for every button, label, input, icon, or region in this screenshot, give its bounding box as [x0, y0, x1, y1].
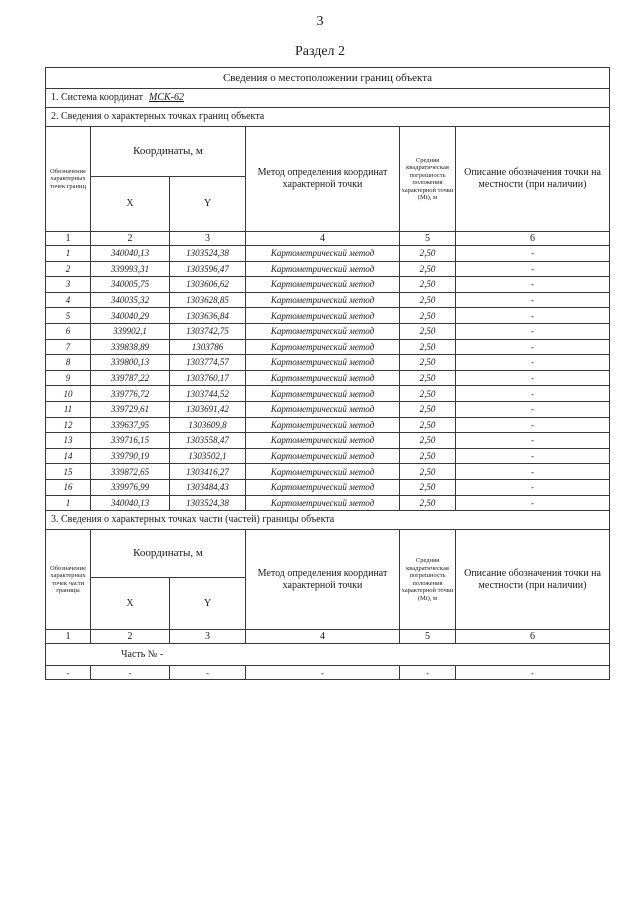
table-row [46, 479, 610, 495]
point-y-cell: 1303774,57 [170, 355, 246, 371]
point-accuracy-cell: 2,50 [400, 323, 456, 339]
column-number: 4 [246, 232, 400, 246]
point-x-cell: 339790,19 [91, 448, 170, 464]
point-y-cell: 1303744,52 [170, 386, 246, 402]
header-accuracy: Средняя квадратическая погрешность положения характерной точки (Mt), м [400, 127, 456, 232]
column-number: 6 [456, 232, 610, 246]
point-id-cell: 15 [46, 464, 91, 480]
point-y-cell: 1303524,38 [170, 246, 246, 262]
point-description-cell: - [456, 261, 610, 277]
point-description-cell: - [456, 246, 610, 262]
point-id-cell: 11 [46, 401, 91, 417]
point-description-cell: - [456, 370, 610, 386]
point-accuracy-cell: 2,50 [400, 246, 456, 262]
point-method-cell: Картометрический метод [246, 433, 400, 449]
table-row [46, 401, 610, 417]
point-x-cell: 339872,65 [91, 464, 170, 480]
table-row [46, 246, 610, 262]
table-row [46, 261, 610, 277]
point-x-cell: 340040,13 [91, 495, 170, 511]
point-description-cell: - [456, 386, 610, 402]
table-row [46, 448, 610, 464]
column-number: 3 [170, 232, 246, 246]
part-cell: - [246, 666, 400, 680]
point-id-cell: 6 [46, 323, 91, 339]
table-row [46, 292, 610, 308]
table-row [46, 370, 610, 386]
table-row [46, 417, 610, 433]
column-number: 3 [170, 630, 246, 644]
part-cell: - [456, 666, 610, 680]
point-accuracy-cell: 2,50 [400, 433, 456, 449]
page-number: 3 [316, 14, 324, 29]
point-description-cell: - [456, 448, 610, 464]
point-method-cell: Картометрический метод [246, 370, 400, 386]
header-description: Описание обозначения точки на местности (при наличии) [456, 127, 610, 232]
section-title: Раздел 2 [294, 44, 346, 59]
point-accuracy-cell: 2,50 [400, 308, 456, 324]
part-cell: - [400, 666, 456, 680]
column-number: 1 [46, 232, 91, 246]
point-y-cell: 1303606,62 [170, 277, 246, 293]
point-x-cell: 339993,31 [91, 261, 170, 277]
point-x-cell: 339776,72 [91, 386, 170, 402]
boundary-table [45, 67, 610, 680]
table-row [46, 433, 610, 449]
table-row [46, 323, 610, 339]
point-accuracy-cell: 2,50 [400, 401, 456, 417]
column-numbers-row-part [46, 630, 610, 644]
point-method-cell: Картометрический метод [246, 261, 400, 277]
point-y-cell: 1303628,85 [170, 292, 246, 308]
point-accuracy-cell: 2,50 [400, 386, 456, 402]
point-method-cell: Картометрический метод [246, 401, 400, 417]
column-number: 6 [456, 630, 610, 644]
header-accuracy-part: Средняя квадратическая погрешность положения характерной точки (Mt), м [400, 530, 456, 630]
point-id-cell: 2 [46, 261, 91, 277]
point-accuracy-cell: 2,50 [400, 448, 456, 464]
column-number: 4 [246, 630, 400, 644]
table-row [46, 339, 610, 355]
point-id-cell: 1 [46, 495, 91, 511]
part-cell: - [46, 666, 91, 680]
point-description-cell: - [456, 464, 610, 480]
point-id-cell: 7 [46, 339, 91, 355]
point-method-cell: Картометрический метод [246, 246, 400, 262]
point-accuracy-cell: 2,50 [400, 464, 456, 480]
point-x-cell: 339729,61 [91, 401, 170, 417]
part-label-row [46, 644, 610, 666]
point-x-cell: 339637,95 [91, 417, 170, 433]
column-number: 2 [91, 630, 170, 644]
point-y-cell: 1303596,47 [170, 261, 246, 277]
table-row [46, 277, 610, 293]
point-x-cell: 339787,22 [91, 370, 170, 386]
table-row [46, 495, 610, 511]
point-y-cell: 1303760,17 [170, 370, 246, 386]
point-y-cell: 1303786 [170, 339, 246, 355]
point-description-cell: - [456, 277, 610, 293]
point-id-cell: 12 [46, 417, 91, 433]
header-point-id-part: Обозначение характерных точек части границы [46, 530, 91, 630]
table-row [46, 464, 610, 480]
point-accuracy-cell: 2,50 [400, 261, 456, 277]
point-description-cell: - [456, 292, 610, 308]
header-y: Y [170, 177, 246, 232]
table-row [46, 355, 610, 371]
point-y-cell: 1303416,27 [170, 464, 246, 480]
point-x-cell: 339800,13 [91, 355, 170, 371]
header-description-part: Описание обозначения точки на местности (при наличии) [456, 530, 610, 630]
table-row [46, 308, 610, 324]
point-description-cell: - [456, 339, 610, 355]
point-x-cell: 339902,1 [91, 323, 170, 339]
point-x-cell: 340040,29 [91, 308, 170, 324]
point-method-cell: Картометрический метод [246, 479, 400, 495]
point-id-cell: 5 [46, 308, 91, 324]
point-description-cell: - [456, 401, 610, 417]
point-id-cell: 14 [46, 448, 91, 464]
point-accuracy-cell: 2,50 [400, 339, 456, 355]
point-x-cell: 340035,32 [91, 292, 170, 308]
point-description-cell: - [456, 495, 610, 511]
point-method-cell: Картометрический метод [246, 308, 400, 324]
header-method-part: Метод определения координат характерной точки [246, 530, 400, 630]
point-id-cell: 16 [46, 479, 91, 495]
point-method-cell: Картометрический метод [246, 339, 400, 355]
header-y-part: Y [170, 578, 246, 630]
point-description-cell: - [456, 433, 610, 449]
point-id-cell: 1 [46, 246, 91, 262]
point-method-cell: Картометрический метод [246, 495, 400, 511]
point-id-cell: 10 [46, 386, 91, 402]
point-method-cell: Картометрический метод [246, 464, 400, 480]
header-point-id: Обозначение характерных точек границ [46, 127, 91, 232]
point-id-cell: 4 [46, 292, 91, 308]
point-description-cell: - [456, 355, 610, 371]
point-accuracy-cell: 2,50 [400, 370, 456, 386]
point-x-cell: 340040,13 [91, 246, 170, 262]
point-method-cell: Картометрический метод [246, 417, 400, 433]
point-y-cell: 1303558,47 [170, 433, 246, 449]
point-accuracy-cell: 2,50 [400, 355, 456, 371]
table-title: Сведения о местоположении границ объекта [46, 68, 610, 89]
point-x-cell: 340005,75 [91, 277, 170, 293]
column-number: 5 [400, 630, 456, 644]
column-number: 5 [400, 232, 456, 246]
point-accuracy-cell: 2,50 [400, 479, 456, 495]
point-method-cell: Картометрический метод [246, 355, 400, 371]
part-cell: - [170, 666, 246, 680]
point-x-cell: 339838,89 [91, 339, 170, 355]
point-id-cell: 3 [46, 277, 91, 293]
point-description-cell: - [456, 417, 610, 433]
point-accuracy-cell: 2,50 [400, 495, 456, 511]
header-x-part: X [91, 578, 170, 630]
point-method-cell: Картометрический метод [246, 277, 400, 293]
point-y-cell: 1303742,75 [170, 323, 246, 339]
point-y-cell: 1303609,8 [170, 417, 246, 433]
point-y-cell: 1303691,42 [170, 401, 246, 417]
point-id-cell: 13 [46, 433, 91, 449]
header-method: Метод определения координат характерной точки [246, 127, 400, 232]
point-method-cell: Картометрический метод [246, 323, 400, 339]
point-description-cell: - [456, 308, 610, 324]
part-data-row [46, 666, 610, 680]
point-method-cell: Картометрический метод [246, 386, 400, 402]
column-number: 2 [91, 232, 170, 246]
point-id-cell: 9 [46, 370, 91, 386]
point-y-cell: 1303636,84 [170, 308, 246, 324]
part-label: Часть № - [121, 648, 164, 660]
point-id-cell: 8 [46, 355, 91, 371]
coord-system-value: МСК-62 [149, 92, 185, 103]
point-y-cell: 1303524,38 [170, 495, 246, 511]
point-y-cell: 1303484,43 [170, 479, 246, 495]
point-description-cell: - [456, 479, 610, 495]
point-description-cell: - [456, 323, 610, 339]
column-number: 1 [46, 630, 91, 644]
column-numbers-row [46, 232, 610, 246]
point-accuracy-cell: 2,50 [400, 277, 456, 293]
header-coords-part: Координаты, м [91, 530, 246, 578]
point-accuracy-cell: 2,50 [400, 292, 456, 308]
point-y-cell: 1303502,1 [170, 448, 246, 464]
point-accuracy-cell: 2,50 [400, 417, 456, 433]
table-row [46, 386, 610, 402]
point-method-cell: Картометрический метод [246, 448, 400, 464]
coord-system-label: 1. Система координат [51, 92, 144, 103]
point-x-cell: 339716,15 [91, 433, 170, 449]
section3-title: 3. Сведения о характерных точках части (частей) границы объекта [46, 511, 610, 530]
header-coords: Координаты, м [91, 127, 246, 177]
header-x: X [91, 177, 170, 232]
point-method-cell: Картометрический метод [246, 292, 400, 308]
part-cell: - [91, 666, 170, 680]
coord-system-row [46, 89, 610, 108]
point-x-cell: 339976,99 [91, 479, 170, 495]
section2-title: 2. Сведения о характерных точках границ объекта [46, 108, 610, 127]
